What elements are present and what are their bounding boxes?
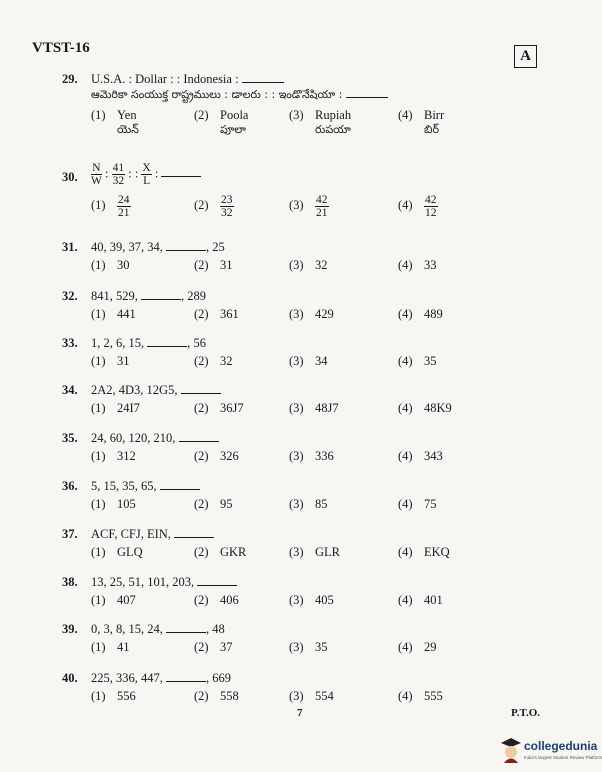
option-1: (1) 31 xyxy=(91,354,130,368)
option-3: (3) 35 xyxy=(289,640,328,654)
question-33 xyxy=(62,336,562,372)
option-3: (3) 48J7 xyxy=(289,401,339,415)
question-text: 5, 15, 35, 65, xyxy=(91,479,200,494)
option-3: (3) 429 xyxy=(289,307,334,321)
question-36 xyxy=(62,479,562,515)
paper-code: VTST-16 xyxy=(32,40,90,56)
option-3: (3) 32 xyxy=(289,258,328,272)
options xyxy=(91,258,561,274)
option-4: (4) 33 xyxy=(398,258,437,272)
option-3: (3) 336 xyxy=(289,449,334,463)
question-text: 2A2, 4D3, 12G5, xyxy=(91,383,221,398)
option-3: (3) 554 xyxy=(289,689,334,703)
options xyxy=(91,545,561,561)
question-40 xyxy=(62,671,562,707)
option-1: (1) 441 xyxy=(91,307,136,321)
option-2: (2) 326 xyxy=(194,449,239,463)
question-number: 30. xyxy=(62,170,78,184)
option-2: (2) Poola పూలా xyxy=(194,108,249,136)
option-2: (2) GKR xyxy=(194,545,247,559)
option-4: (4) 401 xyxy=(398,593,443,607)
question-text: 0, 3, 8, 15, 24, , 48 xyxy=(91,622,225,636)
pto-label: P.T.O. xyxy=(511,707,541,719)
option-1: (1) GLQ xyxy=(91,545,143,559)
brand-name: collegedunia xyxy=(524,739,598,753)
option-4: (4) EKQ xyxy=(398,545,450,559)
question-number: 31. xyxy=(62,240,78,254)
question-number: 33. xyxy=(62,336,78,350)
option-2: (2) 95 xyxy=(194,497,233,511)
option-4: (4) 555 xyxy=(398,689,443,703)
option-3: (3) 85 xyxy=(289,497,328,511)
option-2: (2) 558 xyxy=(194,689,239,703)
brand-tagline: India's largest Student Review Platform xyxy=(524,755,602,760)
options xyxy=(91,401,561,417)
options xyxy=(91,108,561,136)
option-2: (2) 361 xyxy=(194,307,239,321)
fraction: $\frac{X}{L}$ xyxy=(142,162,151,187)
question-text: 13, 25, 51, 101, 203, xyxy=(91,575,237,590)
option-2: (2) $\frac{23}{32}$ xyxy=(194,194,233,219)
option-3: (3) $\frac{42}{21}$ xyxy=(289,194,328,219)
option-3: (3) 405 xyxy=(289,593,334,607)
question-number: 38. xyxy=(62,575,78,589)
question-text: 40, 39, 37, 34, , 25 xyxy=(91,240,225,254)
set-letter-box: A xyxy=(514,45,537,68)
question-30 xyxy=(62,162,562,222)
option-3: (3) 34 xyxy=(289,354,328,368)
option-4: (4) 35 xyxy=(398,354,437,368)
question-number: 36. xyxy=(62,479,78,493)
question-31 xyxy=(62,240,562,276)
option-2: (2) 37 xyxy=(194,640,233,654)
option-4: (4) $\frac{42}{12}$ xyxy=(398,194,437,219)
options xyxy=(91,593,561,609)
question-text: ACF, CFJ, EIN, xyxy=(91,527,214,542)
options xyxy=(91,449,561,465)
question-number: 37. xyxy=(62,527,78,541)
option-4: (4) 489 xyxy=(398,307,443,321)
option-4: (4) 48K9 xyxy=(398,401,452,415)
question-number: 34. xyxy=(62,383,78,397)
options xyxy=(91,354,561,370)
question-29 xyxy=(62,72,562,136)
option-1: (1) 30 xyxy=(91,258,130,272)
question-32 xyxy=(62,289,562,325)
question-number: 35. xyxy=(62,431,78,445)
page-number: 7 xyxy=(297,707,303,719)
question-number: 39. xyxy=(62,622,78,636)
question-38 xyxy=(62,575,562,611)
option-2: (2) 31 xyxy=(194,258,233,272)
question-39 xyxy=(62,622,562,658)
question-text: 841, 529, , 289 xyxy=(91,289,206,303)
question-number: 32. xyxy=(62,289,78,303)
option-2: (2) 32 xyxy=(194,354,233,368)
option-2: (2) 406 xyxy=(194,593,239,607)
question-text: 1, 2, 6, 15, , 56 xyxy=(91,336,206,350)
fraction: $\frac{41}{32}$ xyxy=(112,162,125,187)
fraction: $\frac{N}{W}$ xyxy=(91,162,102,187)
options xyxy=(91,497,561,513)
question-text: $\frac{N}{W}$ : $\frac{41}{32}$ : : $\frac{X}{L}$ : xyxy=(91,162,201,187)
option-4: (4) Birr బిర్ xyxy=(398,108,445,136)
question-37 xyxy=(62,527,562,563)
option-4: (4) 343 xyxy=(398,449,443,463)
question-35 xyxy=(62,431,562,467)
watermark xyxy=(500,735,602,767)
option-1: (1) 312 xyxy=(91,449,136,463)
question-number: 29. xyxy=(62,72,78,86)
options xyxy=(91,307,561,323)
question-text: 225, 336, 447, , 669 xyxy=(91,671,231,685)
option-2: (2) 36J7 xyxy=(194,401,244,415)
option-3: (3) Rupiah రుపయా xyxy=(289,108,352,136)
option-4: (4) 75 xyxy=(398,497,437,511)
option-1: (1) 24I7 xyxy=(91,401,140,415)
option-1: (1) 556 xyxy=(91,689,136,703)
question-text: 24, 60, 120, 210, xyxy=(91,431,219,446)
question-number: 40. xyxy=(62,671,78,685)
graduate-mascot-icon xyxy=(500,737,522,763)
option-4: (4) 29 xyxy=(398,640,437,654)
option-1: (1) $\frac{24}{21}$ xyxy=(91,194,130,219)
option-1: (1) 41 xyxy=(91,640,130,654)
question-text-telugu: ఆమెరికా సంయుక్త రాష్ట్రములు : డాలరు : : ఇండొనేషియా : xyxy=(91,88,388,104)
options xyxy=(91,689,561,705)
option-1: (1) Yen యెన్ xyxy=(91,108,139,136)
options xyxy=(91,194,561,219)
question-text: U.S.A. : Dollar : : Indonesia : xyxy=(91,72,284,87)
option-3: (3) GLR xyxy=(289,545,340,559)
question-34 xyxy=(62,383,562,419)
option-1: (1) 105 xyxy=(91,497,136,511)
options xyxy=(91,640,561,656)
option-1: (1) 407 xyxy=(91,593,136,607)
